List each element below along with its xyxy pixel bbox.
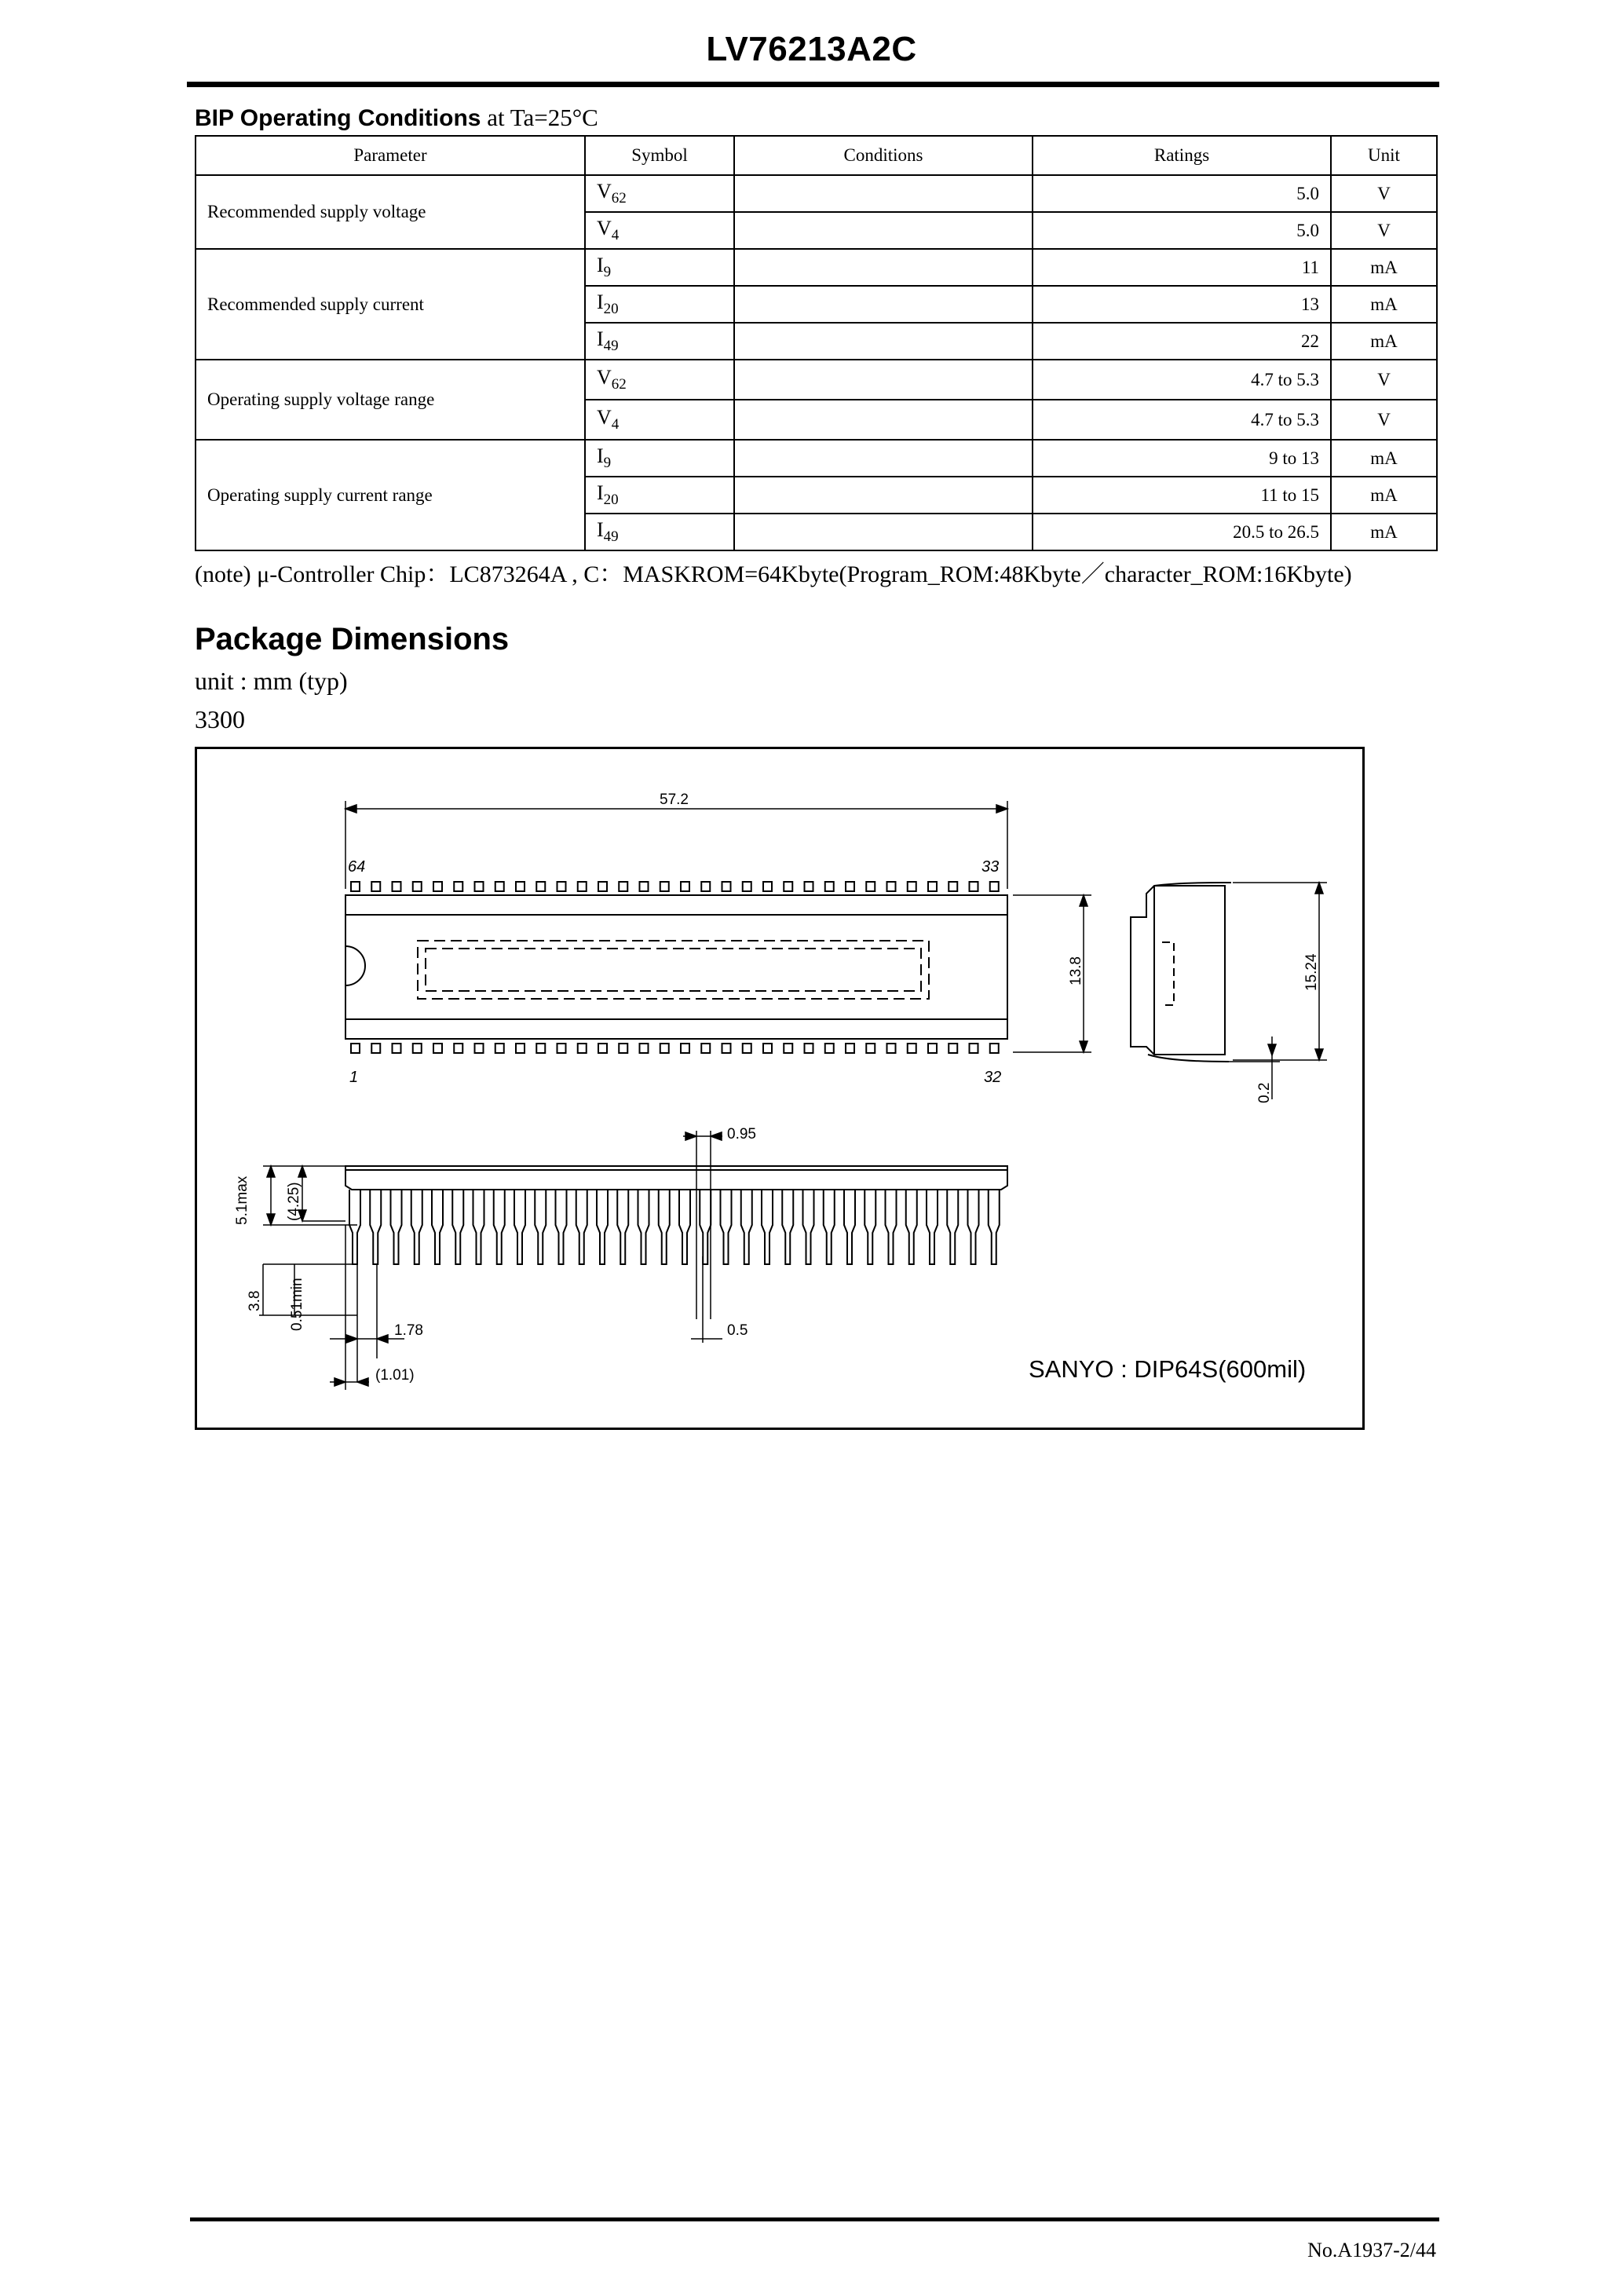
lead-front	[556, 1190, 567, 1264]
unit-cell: mA	[1331, 323, 1437, 360]
pin-top	[371, 882, 380, 891]
length-dimension: 57.2	[660, 792, 689, 808]
unit-cell: mA	[1331, 249, 1437, 286]
lead-front	[452, 1190, 463, 1264]
pin-bottom	[763, 1044, 772, 1053]
symbol-cell: $V_4$	[585, 400, 734, 440]
pin-label-33: 33	[981, 858, 1000, 876]
pin-top	[516, 882, 525, 891]
pin-top	[536, 882, 545, 891]
end-offset-dimension: (1.01)	[375, 1367, 415, 1384]
pin-bottom	[516, 1044, 525, 1053]
package-dimensions-title: Package Dimensions	[195, 622, 510, 656]
pin-top	[743, 882, 751, 891]
die-outline	[418, 941, 929, 999]
column-header: Ratings	[1033, 136, 1331, 175]
lead-front	[844, 1190, 855, 1264]
body-width-dimension: 13.8	[1068, 956, 1084, 985]
unit-cell: mA	[1331, 440, 1437, 477]
footer-rule	[190, 2217, 1439, 2221]
operating-conditions-temperature: at Ta=25°C	[481, 104, 598, 131]
pin-bottom	[970, 1044, 978, 1053]
rating-cell: 4.7 to 5.3	[1033, 360, 1331, 400]
lead-front	[989, 1190, 1000, 1264]
pin-bottom	[805, 1044, 813, 1053]
lead-front	[576, 1190, 587, 1264]
pin-bottom	[784, 1044, 792, 1053]
lead-front	[617, 1190, 628, 1264]
operating-conditions-title: BIP Operating Conditions	[195, 105, 481, 131]
pin-bottom	[619, 1044, 627, 1053]
parameter-cell: Operating supply current range	[196, 440, 585, 550]
lead-front	[824, 1190, 835, 1264]
pin-bottom	[371, 1044, 380, 1053]
unit-cell: V	[1331, 400, 1437, 440]
lead-length-dimension: 3.8	[247, 1290, 263, 1311]
pin-bottom	[475, 1044, 484, 1053]
column-header: Conditions	[734, 136, 1033, 175]
pin-top	[887, 882, 896, 891]
rating-cell: 22	[1033, 323, 1331, 360]
parameter-cell: Operating supply voltage range	[196, 360, 585, 440]
lead-front	[432, 1190, 443, 1264]
rating-cell: 13	[1033, 286, 1331, 323]
pin-bottom	[640, 1044, 649, 1053]
pin-top	[557, 882, 566, 891]
table-note: (note) μ-Controller Chip：LC873264A , C：MASKROM=64Kbyte(Program_ROM:48Kbyte／character_ROM:16Kbyte)	[195, 561, 1352, 587]
pin-top	[928, 882, 937, 891]
symbol-cell: $V_4$	[585, 212, 734, 249]
pin-bottom	[660, 1044, 669, 1053]
lead-thickness-dimension: 0.2	[1256, 1082, 1273, 1103]
lead-front	[597, 1190, 608, 1264]
symbol-cell: $I_{20}$	[585, 477, 734, 514]
pin-top	[598, 882, 607, 891]
pin-bottom	[598, 1044, 607, 1053]
symbol-cell: $I_{20}$	[585, 286, 734, 323]
column-header: Symbol	[585, 136, 734, 175]
lead-front	[865, 1190, 875, 1264]
pin-bottom	[536, 1044, 545, 1053]
parameter-cell: Recommended supply voltage	[196, 175, 585, 249]
lead-front	[721, 1190, 732, 1264]
unit-cell: mA	[1331, 286, 1437, 323]
ic-end-view	[1131, 883, 1231, 1062]
lead-front	[947, 1190, 958, 1264]
pin-top	[454, 882, 462, 891]
document-title: LV76213A2C	[706, 30, 917, 68]
pin-top	[393, 882, 401, 891]
pin-top	[660, 882, 669, 891]
symbol-cell: $V_{62}$	[585, 360, 734, 400]
symbol-cell: $I_{49}$	[585, 323, 734, 360]
pin-top	[866, 882, 875, 891]
pin-bottom	[495, 1044, 504, 1053]
column-header: Parameter	[196, 136, 585, 175]
pin-bottom	[928, 1044, 937, 1053]
pin-label-1: 1	[349, 1069, 359, 1086]
pin-top	[846, 882, 854, 891]
pin-top	[640, 882, 649, 891]
pin-top	[908, 882, 916, 891]
lead-front	[782, 1190, 793, 1264]
lead-front	[679, 1190, 690, 1264]
pin-top	[763, 882, 772, 891]
pin-top	[351, 882, 360, 891]
lead-front	[803, 1190, 814, 1264]
pin-top	[413, 882, 422, 891]
rating-cell: 4.7 to 5.3	[1033, 400, 1331, 440]
pin-top	[619, 882, 627, 891]
rating-cell: 9 to 13	[1033, 440, 1331, 477]
lead-front	[762, 1190, 773, 1264]
unit-cell: mA	[1331, 477, 1437, 514]
symbol-cell: $V_{62}$	[585, 175, 734, 212]
rating-cell: 20.5 to 26.5	[1033, 514, 1331, 550]
pin-bottom	[722, 1044, 731, 1053]
page-number: No.A1937-2/44	[1307, 2239, 1436, 2261]
column-header: Unit	[1331, 136, 1437, 175]
lead-front	[411, 1190, 422, 1264]
pin-bottom	[908, 1044, 916, 1053]
pin-top	[990, 882, 999, 891]
lead-front	[968, 1190, 979, 1264]
pin-bottom	[433, 1044, 442, 1053]
pin-bottom	[413, 1044, 422, 1053]
ic-front-view	[345, 1166, 1007, 1190]
pin-bottom	[949, 1044, 957, 1053]
pin-bottom	[578, 1044, 587, 1053]
pin-label-32: 32	[984, 1069, 1002, 1086]
body-height-dimension: (4.25)	[286, 1182, 302, 1221]
unit-cell: V	[1331, 175, 1437, 212]
lead-front	[638, 1190, 649, 1264]
lead-front	[514, 1190, 525, 1264]
lead-front	[927, 1190, 938, 1264]
lead-front	[741, 1190, 752, 1264]
ic-body-top-view	[345, 895, 1007, 1039]
pin-bottom	[393, 1044, 401, 1053]
pin-bottom	[846, 1044, 854, 1053]
package-code: 3300	[195, 705, 245, 733]
lead-front	[659, 1190, 670, 1264]
lead-front	[535, 1190, 546, 1264]
pin1-notch	[345, 946, 365, 985]
pin-top	[784, 882, 792, 891]
pin-top	[475, 882, 484, 891]
max-height-dimension: 5.1max	[234, 1175, 250, 1225]
parameter-cell: Recommended supply current	[196, 249, 585, 360]
pin-bottom	[454, 1044, 462, 1053]
pin-top	[578, 882, 587, 891]
package-unit: unit : mm (typ)	[195, 667, 348, 695]
pin-top	[825, 882, 834, 891]
pin-label-64: 64	[348, 858, 366, 876]
symbol-cell: $I_{49}$	[585, 514, 734, 550]
pin-top	[949, 882, 957, 891]
pin-top	[681, 882, 689, 891]
pin-top	[722, 882, 731, 891]
lead-front	[473, 1190, 484, 1264]
unit-cell: V	[1331, 212, 1437, 249]
pin-bottom	[990, 1044, 999, 1053]
lead-front	[494, 1190, 505, 1264]
row-spacing-dimension: 15.24	[1303, 953, 1320, 991]
lead-front	[906, 1190, 917, 1264]
unit-cell: mA	[1331, 514, 1437, 550]
lead-front	[391, 1190, 402, 1264]
pin-bottom	[351, 1044, 360, 1053]
lead-front	[349, 1190, 360, 1264]
pin-bottom	[701, 1044, 710, 1053]
pin-bottom	[557, 1044, 566, 1053]
pin-top	[805, 882, 813, 891]
rating-cell: 11 to 15	[1033, 477, 1331, 514]
rating-cell: 5.0	[1033, 212, 1331, 249]
symbol-cell: $I_9$	[585, 249, 734, 286]
unit-cell: V	[1331, 360, 1437, 400]
lead-front	[370, 1190, 381, 1264]
lead-width-upper-dimension: 0.95	[727, 1126, 756, 1143]
pin-bottom	[887, 1044, 896, 1053]
pin-bottom	[866, 1044, 875, 1053]
symbol-cell: $I_9$	[585, 440, 734, 477]
pin-top	[495, 882, 504, 891]
rating-cell: 11	[1033, 249, 1331, 286]
pin-bottom	[681, 1044, 689, 1053]
pin-top	[970, 882, 978, 891]
standoff-dimension: 0.51min	[289, 1278, 305, 1331]
package-caption: SANYO : DIP64S(600mil)	[1029, 1355, 1307, 1383]
lead-front	[886, 1190, 897, 1264]
pin-top	[433, 882, 442, 891]
lead-width-dimension: 0.5	[727, 1322, 748, 1339]
lead-front	[700, 1190, 711, 1264]
rating-cell: 5.0	[1033, 175, 1331, 212]
pin-bottom	[743, 1044, 751, 1053]
pin-top	[701, 882, 710, 891]
pitch-dimension: 1.78	[394, 1322, 423, 1339]
pin-bottom	[825, 1044, 834, 1053]
